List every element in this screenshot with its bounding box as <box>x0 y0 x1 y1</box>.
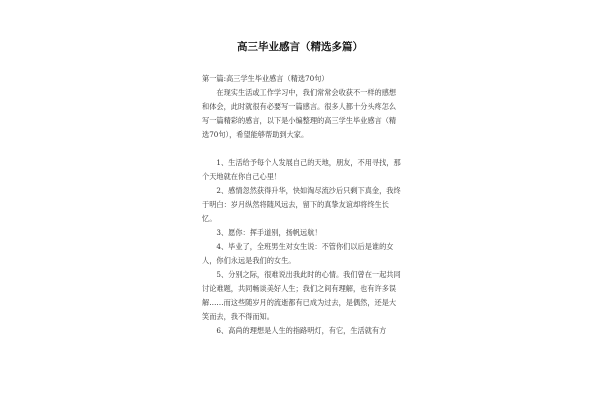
list-item-2: 2、感情忽然获得升华，快如淘尽流沙后只剩下真金，我终于明白：岁月纵然将随风远去，留下的真挚友谊却将终生长忆。 <box>202 186 401 223</box>
paragraph-spacer <box>202 142 402 156</box>
list-item-5: 5、分别之际，很难说出我此时的心情。我们曾在一起共同讨论难题，共同畅谈美好人生；我们之间有理解，也有许多误解……而这些随岁月的流逝都有已成为过去，是偶然，还是大笑而去，我不得而知。 <box>202 270 401 321</box>
list-item-6: 6、高尚的理想是人生的指路明灯，有它，生活就有方 <box>216 326 387 335</box>
list-item-4: 4、毕业了，全班男生对女生说：不管你们以后是谁的女人，你们永远是我们的女生。 <box>202 242 394 265</box>
document-body <box>202 72 402 338</box>
intro-paragraph: 在现实生活或工作学习中，我们常常会收获不一样的感想和体会，此时就很有必要写一篇感言。很多人都十分头疼怎么写一篇精彩的感言，以下是小编整理的高三学生毕业感言（精选70句），希望能够帮助到大家。 <box>202 88 397 139</box>
document-title: 高三毕业感言（精选多篇） <box>237 41 363 53</box>
section-heading: 第一篇:高三学生毕业感言（精选70句） <box>202 74 329 83</box>
list-item-3: 3、愿你：挥手道别，扬帆远航！ <box>216 228 322 237</box>
list-item-1: 1、生活给予每个人发展自己的天地，朋友，不用寻找，那个天地就在你自己心里！ <box>202 158 401 181</box>
